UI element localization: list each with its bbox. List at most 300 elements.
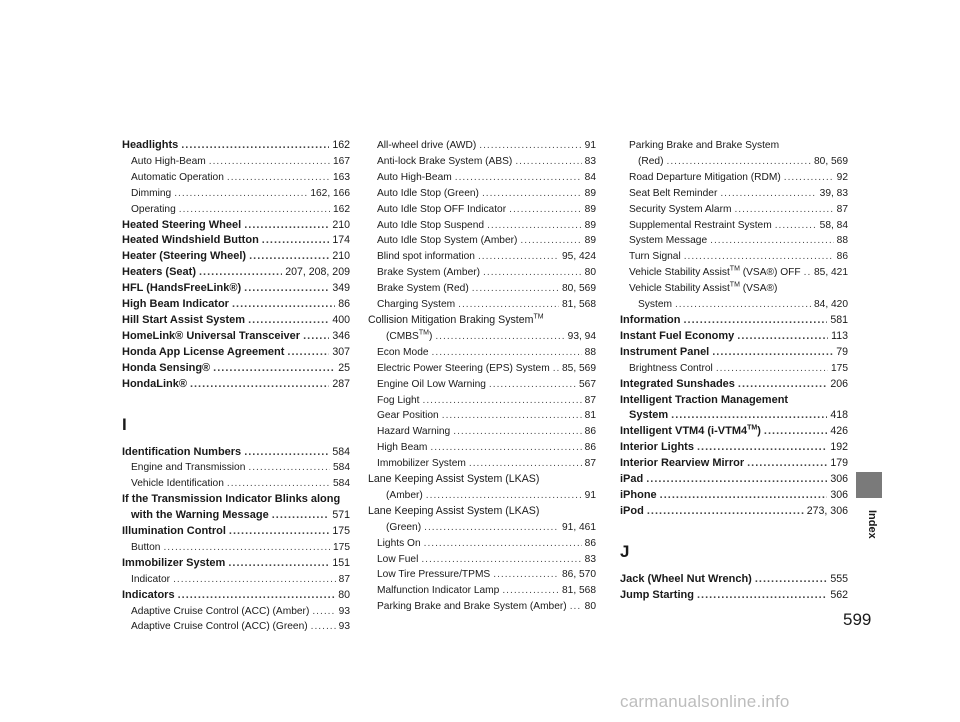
index-entry-page: 83 xyxy=(584,155,596,167)
leader-dots xyxy=(570,599,582,615)
leader-dots xyxy=(458,297,559,313)
index-entry-page: 87 xyxy=(584,394,596,406)
leader-dots xyxy=(311,619,336,635)
vsa-off-page: 85, 421 xyxy=(814,267,848,279)
index-entry-blink-line1: If the Transmission Indicator Blinks along xyxy=(122,493,341,506)
index-entry-term: Instrument Panel xyxy=(620,345,710,358)
index-entry-term: Supplemental Restraint System xyxy=(629,219,772,231)
leader-dots xyxy=(684,249,834,265)
index-entry-page: 167 xyxy=(333,155,350,167)
index-entry xyxy=(368,456,596,472)
leader-dots xyxy=(199,265,282,281)
vsa-off-post: (VSA®) OFF xyxy=(739,267,801,279)
index-entry-page: 346 xyxy=(332,329,350,342)
entries-j xyxy=(620,572,848,604)
index-entry-term: Identification Numbers xyxy=(122,445,242,458)
index-entry-term: All-wheel drive (AWD) xyxy=(377,140,477,151)
leader-dots xyxy=(312,604,335,620)
index-entry xyxy=(122,186,350,202)
index-entry xyxy=(620,186,848,202)
index-entry-page: 83 xyxy=(584,553,596,565)
index-entry-term: iPhone xyxy=(620,488,657,501)
index-entry xyxy=(368,552,596,568)
index-entry-page: 81 xyxy=(584,410,596,422)
index-entry-term: iPod xyxy=(620,504,644,517)
entries-col3-b xyxy=(620,313,848,393)
index-entry-page: 162 xyxy=(333,203,350,215)
vsa-off-text xyxy=(629,265,801,281)
index-entry xyxy=(368,567,596,583)
index-entry-term: Parking Brake and Brake System (Amber) xyxy=(377,601,567,613)
index-entry-term: Heater (Steering Wheel) xyxy=(122,250,247,263)
leader-dots xyxy=(178,588,336,604)
index-entry-term: Road Departure Mitigation (RDM) xyxy=(629,171,781,183)
index-entry xyxy=(368,345,596,361)
index-entry xyxy=(620,313,848,329)
leader-dots xyxy=(228,556,329,572)
leader-dots xyxy=(430,440,581,456)
leader-dots xyxy=(738,377,827,393)
index-entry-page: 192 xyxy=(830,441,848,454)
cmbs-pre: (CMBS xyxy=(386,330,419,342)
index-entry xyxy=(620,472,848,488)
index-entry xyxy=(368,265,596,281)
index-entry xyxy=(620,456,848,472)
index-entry-page: 86 xyxy=(584,537,596,549)
leader-dots xyxy=(737,329,828,345)
leader-dots xyxy=(303,329,329,345)
vsa2-post: (VSA®) xyxy=(739,283,778,295)
index-entry-term: iPad xyxy=(620,473,644,486)
index-entry-term: HondaLink® xyxy=(122,377,187,390)
index-column-2 xyxy=(368,138,596,615)
index-entry-lkas-amber xyxy=(368,488,596,504)
index-entry xyxy=(620,361,848,377)
index-entry-page: 151 xyxy=(332,556,350,569)
index-entry xyxy=(122,329,350,345)
index-entry xyxy=(122,524,350,540)
index-entry-term: Indicators xyxy=(122,588,175,601)
index-entry xyxy=(122,619,350,635)
cmbs-tm: TM xyxy=(533,313,544,321)
index-entry xyxy=(368,599,596,615)
index-entry xyxy=(122,476,350,492)
blink-page: 571 xyxy=(332,509,350,522)
index-entry-term: High Beam Indicator xyxy=(122,298,229,311)
leader-dots xyxy=(747,456,827,472)
leader-dots xyxy=(190,377,329,393)
entries-col3-c xyxy=(620,440,848,520)
index-entry-page: 306 xyxy=(830,488,848,501)
leader-dots xyxy=(248,313,329,329)
index-entry-page: 86, 570 xyxy=(562,569,596,581)
leader-dots xyxy=(660,488,828,504)
index-side-tab xyxy=(856,472,882,498)
index-entry-page: 179 xyxy=(830,457,848,470)
index-entry-page: 87 xyxy=(836,203,848,215)
index-entry-pb-line1: Parking Brake and Brake System xyxy=(629,140,780,151)
vsa2-system: System xyxy=(638,299,672,311)
index-entry-page: 79 xyxy=(836,345,848,358)
index-entry-page: 91 xyxy=(584,140,596,151)
entries-h xyxy=(122,138,350,393)
index-entry-term: Vehicle Identification xyxy=(131,478,224,490)
index-entry xyxy=(368,249,596,265)
entries-indicators-b xyxy=(368,345,596,472)
index-entry-page: 584 xyxy=(332,445,350,458)
index-entry-term: HomeLink® Universal Transceiver xyxy=(122,329,301,342)
vsa2-tm: TM xyxy=(729,281,740,289)
index-entry-page: 207, 208, 209 xyxy=(285,266,350,279)
index-entry-page: 89 xyxy=(584,187,596,199)
leader-dots xyxy=(479,138,581,154)
leader-dots xyxy=(248,460,330,476)
index-entry-term: Operating xyxy=(131,203,176,215)
leader-dots xyxy=(262,233,330,249)
leader-dots xyxy=(209,154,330,170)
leader-dots xyxy=(489,377,576,393)
leader-dots xyxy=(422,393,581,409)
index-entry xyxy=(368,218,596,234)
index-entry-term: Honda App License Agreement xyxy=(122,345,285,358)
index-entry-term: Turn Signal xyxy=(629,251,681,263)
leader-dots xyxy=(712,345,833,361)
leader-dots xyxy=(469,456,582,472)
index-entry-term: Auto Idle Stop Suspend xyxy=(377,219,485,231)
index-entry xyxy=(368,202,596,218)
index-entry-term: Heated Windshield Button xyxy=(122,234,259,247)
index-entry-term: Hill Start Assist System xyxy=(122,313,246,326)
index-entry-term: Heated Steering Wheel xyxy=(122,218,242,231)
leader-dots xyxy=(487,218,582,234)
index-entry-page: 175 xyxy=(332,525,350,538)
index-entry-page: 174 xyxy=(332,234,350,247)
leader-dots xyxy=(697,440,827,456)
index-entry-page: 87 xyxy=(338,573,350,585)
index-entry xyxy=(620,249,848,265)
index-entry-page: 89 xyxy=(584,235,596,247)
ivtm4-text xyxy=(620,424,761,440)
index-entry-term: Auto Idle Stop (Green) xyxy=(377,187,479,199)
index-entry-page: 581 xyxy=(830,313,848,326)
leader-dots xyxy=(478,249,559,265)
index-entry-term: Brake System (Amber) xyxy=(377,267,481,279)
blink-line2-text: with the Warning Message xyxy=(131,509,269,522)
lkas-green-page: 91, 461 xyxy=(562,521,596,533)
index-entry xyxy=(368,281,596,297)
index-entry-page: 162 xyxy=(332,139,350,151)
leader-dots xyxy=(424,536,582,552)
index-entry xyxy=(620,170,848,186)
ivtm4-page: 426 xyxy=(830,425,848,438)
leader-dots xyxy=(472,281,559,297)
index-entry xyxy=(368,186,596,202)
leader-dots xyxy=(493,567,559,583)
index-entry-page: 93 xyxy=(338,605,350,617)
section-letter-j: J xyxy=(620,541,630,561)
watermark: carmanualsonline.info xyxy=(620,692,790,711)
index-entry-term: Honda Sensing® xyxy=(122,361,211,374)
leader-dots xyxy=(227,476,330,492)
leader-dots xyxy=(173,572,336,588)
index-entry-term: Illumination Control xyxy=(122,525,226,538)
vtm-tm: TM xyxy=(747,424,758,432)
vsa2-pre: Vehicle Stability Assist xyxy=(629,283,730,295)
leader-dots xyxy=(421,552,581,568)
itm-line2-text: System xyxy=(629,409,669,422)
index-entry-page: 88 xyxy=(836,235,848,247)
index-column-1 xyxy=(122,138,350,635)
index-entry-term: Automatic Operation xyxy=(131,171,224,183)
index-entry-term: Anti-lock Brake System (ABS) xyxy=(377,155,513,167)
leader-dots xyxy=(755,572,827,588)
index-entry-page: 89 xyxy=(584,203,596,215)
leader-dots xyxy=(646,472,827,488)
leader-dots xyxy=(775,218,817,234)
index-entry-page: 562 xyxy=(830,588,848,601)
index-entry xyxy=(620,329,848,345)
index-entry-term: Security System Alarm xyxy=(629,203,732,215)
index-entry-page: 39, 83 xyxy=(819,187,848,199)
index-entry-term: Charging System xyxy=(377,299,456,311)
index-entry-cmbs-line1 xyxy=(368,313,596,329)
leader-dots xyxy=(647,504,804,520)
leader-dots xyxy=(181,138,329,154)
index-entry-term: Dimming xyxy=(131,187,172,199)
leader-dots xyxy=(213,361,335,377)
leader-dots xyxy=(710,233,834,249)
cmbs-line1-text: Collision Mitigation Braking System xyxy=(368,313,534,326)
index-entry-page: 307 xyxy=(332,345,350,358)
index-entry-term: Interior Rearview Mirror xyxy=(620,457,745,470)
leader-dots xyxy=(244,445,329,461)
leader-dots xyxy=(483,265,582,281)
cmbs-post: ) xyxy=(428,330,433,342)
index-entry-term: Electric Power Steering (EPS) System xyxy=(377,362,550,374)
leader-dots xyxy=(244,218,329,234)
index-entry-term: Malfunction Indicator Lamp xyxy=(377,585,500,597)
index-entry-itm-line2 xyxy=(620,408,848,424)
index-entry xyxy=(122,377,350,393)
index-entry-page: 349 xyxy=(332,282,350,295)
index-entry-term: Auto High-Beam xyxy=(377,171,452,183)
index-entry-term: Hazard Warning xyxy=(377,426,451,438)
index-entry-page: 84 xyxy=(584,171,596,183)
entries-indicators-c xyxy=(368,536,596,616)
index-entry-term: Low Fuel xyxy=(377,553,419,565)
index-entry-term: Brake System (Red) xyxy=(377,283,469,295)
vsa-tm: TM xyxy=(729,265,740,273)
entries-i-a xyxy=(122,445,350,493)
leader-dots xyxy=(249,249,329,265)
index-entry-term: Brightness Control xyxy=(629,362,713,374)
pb-red-text: (Red) xyxy=(638,155,664,167)
index-entry-page: 287 xyxy=(332,377,350,390)
index-entry-page: 210 xyxy=(332,218,350,231)
index-entry xyxy=(122,202,350,218)
index-entry-term: Engine and Transmission xyxy=(131,462,246,474)
index-entry-page: 86 xyxy=(584,442,596,454)
index-entry xyxy=(368,408,596,424)
index-entry-term: HFL (HandsFreeLink®) xyxy=(122,282,242,295)
leader-dots xyxy=(684,313,828,329)
leader-dots xyxy=(515,154,581,170)
index-entry-page: 80 xyxy=(338,588,350,601)
index-entry xyxy=(122,445,350,461)
leader-dots xyxy=(697,588,827,604)
index-entry xyxy=(122,138,350,154)
index-entry-term: Integrated Sunshades xyxy=(620,377,735,390)
index-entry-page: 584 xyxy=(333,478,350,490)
index-column-3 xyxy=(620,138,848,604)
index-entry-page: 86 xyxy=(836,251,848,263)
lkas-green-text: (Green) xyxy=(386,521,422,533)
index-entry xyxy=(122,556,350,572)
index-entry xyxy=(368,393,596,409)
index-entry-page: 400 xyxy=(332,313,350,326)
index-entry-term: Auto High-Beam xyxy=(131,155,206,167)
index-entry-lkas-line1b: Lane Keeping Assist System (LKAS) xyxy=(368,504,540,517)
leader-dots xyxy=(244,281,329,297)
lkas-amber-text: (Amber) xyxy=(386,489,423,501)
index-entry-term: Low Tire Pressure/TPMS xyxy=(377,569,491,581)
leader-dots xyxy=(502,583,559,599)
index-entry xyxy=(620,588,848,604)
index-entry-term: Information xyxy=(620,313,681,326)
entries-indicators-a xyxy=(368,138,596,313)
index-entry-page: 567 xyxy=(579,378,596,390)
vtm-post: ) xyxy=(757,425,761,438)
entries-col3-a xyxy=(620,170,848,265)
lkas-amber-page: 91 xyxy=(584,489,596,501)
leader-dots xyxy=(287,345,329,361)
index-entry-term: Heaters (Seat) xyxy=(122,266,196,279)
leader-dots xyxy=(179,202,330,218)
leader-dots xyxy=(442,408,582,424)
index-entry-term: High Beam xyxy=(377,442,428,454)
index-entry-term: Engine Oil Low Warning xyxy=(377,378,486,390)
index-entry-term: Indicator xyxy=(131,573,171,585)
index-entry-term: Gear Position xyxy=(377,410,439,422)
index-entry-term: Instant Fuel Economy xyxy=(620,329,735,342)
index-entry xyxy=(122,233,350,249)
index-entry-page: 81, 568 xyxy=(562,299,596,311)
index-entry xyxy=(620,488,848,504)
index-entry xyxy=(368,233,596,249)
page-number: 599 xyxy=(843,610,872,629)
index-entry xyxy=(620,345,848,361)
leader-dots xyxy=(227,170,330,186)
index-entry-term: System Message xyxy=(629,235,708,247)
index-entry-term: Jack (Wheel Nut Wrench) xyxy=(620,572,752,585)
vsa-off-pre: Vehicle Stability Assist xyxy=(629,267,730,279)
index-entry xyxy=(368,536,596,552)
index-entry-vsa2-system xyxy=(620,297,848,313)
index-entry xyxy=(122,154,350,170)
index-entry xyxy=(122,313,350,329)
leader-dots xyxy=(232,297,335,313)
index-entry-page: 93 xyxy=(338,621,350,633)
index-entry-cmbs-line2 xyxy=(368,329,596,345)
index-entry xyxy=(122,265,350,281)
leader-dots xyxy=(163,540,330,556)
index-entry xyxy=(368,424,596,440)
index-entry xyxy=(368,583,596,599)
index-entry-term: Econ Mode xyxy=(377,346,429,358)
index-entry-page: 210 xyxy=(332,250,350,263)
leader-dots xyxy=(509,202,582,218)
index-entry xyxy=(122,249,350,265)
index-entry-page: 86 xyxy=(338,298,350,311)
index-entry-page: 175 xyxy=(333,541,350,553)
index-entry-term: Adaptive Cruise Control (ACC) (Amber) xyxy=(131,605,310,617)
index-entry xyxy=(368,440,596,456)
index-entry xyxy=(122,540,350,556)
index-entry xyxy=(620,218,848,234)
index-entry-page: 163 xyxy=(333,171,350,183)
index-entry-vsa2-line1 xyxy=(620,281,848,297)
index-entry-blink-line2 xyxy=(122,508,350,524)
index-entry xyxy=(368,138,596,154)
index-entry-page: 306 xyxy=(830,473,848,486)
index-entry-page: 88 xyxy=(584,346,596,358)
index-entry xyxy=(122,588,350,604)
index-entry-page: 80, 569 xyxy=(562,283,596,295)
section-letter-i: I xyxy=(122,414,127,434)
leader-dots xyxy=(734,202,833,218)
index-entry xyxy=(620,202,848,218)
index-entry-lkas-green xyxy=(368,520,596,536)
entries-i-b xyxy=(122,524,350,635)
index-entry-term: Immobilizer System xyxy=(122,556,226,569)
index-entry xyxy=(122,604,350,620)
index-entry xyxy=(122,460,350,476)
cmbs-page: 93, 94 xyxy=(567,330,596,342)
index-entry-page: 175 xyxy=(831,362,848,374)
vsa2-page: 84, 420 xyxy=(814,299,848,311)
index-entry xyxy=(122,218,350,234)
index-entry-term: Lights On xyxy=(377,537,421,549)
index-entry-page: 58, 84 xyxy=(819,219,848,231)
leader-dots xyxy=(482,186,582,202)
index-entry-page: 81, 568 xyxy=(562,585,596,597)
index-entry-term: Immobilizer System xyxy=(377,458,466,470)
index-entry-page: 555 xyxy=(830,572,848,585)
index-side-label: Index xyxy=(866,510,878,539)
index-entry-ivtm4 xyxy=(620,424,848,440)
index-entry-term: Interior Lights xyxy=(620,441,694,454)
index-entry xyxy=(368,361,596,377)
index-entry-page: 87 xyxy=(584,458,596,470)
vtm-pre: Intelligent VTM4 (i-VTM4 xyxy=(620,425,748,438)
index-entry-page: 95, 424 xyxy=(562,251,596,263)
index-entry-term: Blind spot information xyxy=(377,251,475,263)
index-entry-term: Jump Starting xyxy=(620,588,694,601)
index-entry xyxy=(122,297,350,313)
itm-page: 418 xyxy=(830,409,848,422)
index-entry-term: Seat Belt Reminder xyxy=(629,187,718,199)
leader-dots xyxy=(553,361,559,377)
index-entry-page: 85, 569 xyxy=(562,362,596,374)
index-entry-pb-red xyxy=(620,154,848,170)
index-entry-lkas-line1: Lane Keeping Assist System (LKAS) xyxy=(368,473,540,486)
index-entry-term: Auto Idle Stop System (Amber) xyxy=(377,235,518,247)
leader-dots xyxy=(520,233,581,249)
index-entry xyxy=(620,377,848,393)
index-entry xyxy=(122,361,350,377)
index-entry xyxy=(122,345,350,361)
index-entry xyxy=(122,572,350,588)
